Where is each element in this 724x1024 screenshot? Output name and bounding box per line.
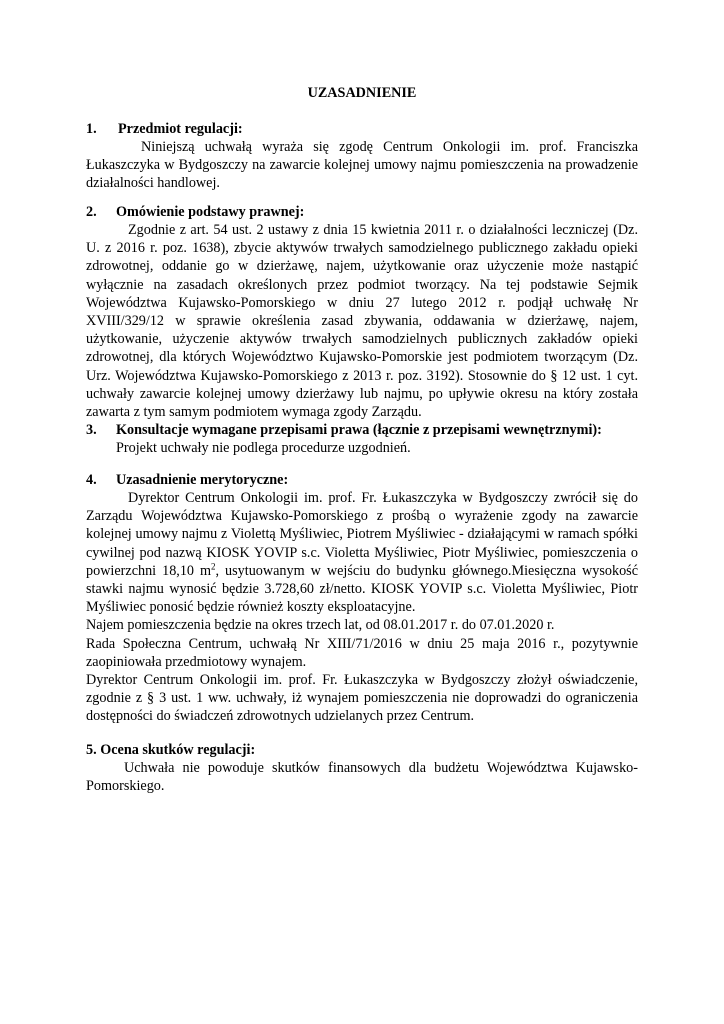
section-subject <box>86 120 638 193</box>
section-paragraph <box>86 489 638 616</box>
section-number: 4. <box>86 472 97 488</box>
section-heading <box>86 203 638 221</box>
section-title: Uzasadnienie merytoryczne: <box>116 472 289 488</box>
paragraph-text: , usytuowanym w wejściu do budynku głównego.Miesięczna wysokość stawki najmu wynosić będzie 3.728,60 zł/netto. KIOSK YOVIP s.c. Violetta Myśliwiec, Piotr Myśliwiec ponosić będzie również koszty eksploatacyjne. <box>86 562 638 616</box>
section-title: Omówienie podstawy prawnej: <box>116 204 305 220</box>
section-heading <box>86 120 638 138</box>
section-paragraph: Zgodnie z art. 54 ust. 2 ustawy z dnia 15 kwietnia 2011 r. o działalności leczniczej (Dz. U. z 2016 r. poz. 1638), zbycie aktywów trwałych samodzielnego publicznego zakładu opieki zdrowotnej, oddanie go w dzierżawę, najem, użytkowanie oraz użyczenie może nastąpić wyłącznie na zasadach określonych przez podmiot tworzący. Na tej podstawie Sejmik Województwa Kujawsko-Pomorskiego w dniu 27 lutego 2012 r. podjął uchwałę Nr XVIII/329/12 w sprawie określenia zasad zbywania, oddawania w dzierżawę, najem, użytkowanie, użyczenie aktywów trwałych samodzielnych publicznych zakładów opieki zdrowotnej, dla których Województwo Kujawsko-Pomorskie jest podmiotem tworzącym (Dz. Urz. Województwa Kujawsko-Pomorskiego z 2013 r. poz. 3192). Stosownie do § 12 ust. 1 cyt. uchwały zawarcie kolejnej umowy dzierżawy lub najmu, po upływie okresu na który została zawarta z tym samym podmiotem wymaga zgody Zarządu. <box>86 222 638 421</box>
section-paragraph: Niniejszą uchwałą wyraża się zgodę Centrum Onkologii im. prof. Franciszka Łukaszczyka w Bydgoszczy na zawarcie kolejnej umowy najmu pomieszczenia na prowadzenie działalności handlowej. <box>86 139 638 192</box>
section-paragraph: Najem pomieszczenia będzie na okres trzech lat, od 08.01.2017 r. do 07.01.2020 r. <box>86 617 555 634</box>
section-title: Przedmiot regulacji: <box>118 121 243 137</box>
section-paragraph: Projekt uchwały nie podlega procedurze uzgodnień. <box>116 440 411 456</box>
section-consultations <box>86 421 638 457</box>
section-title: Konsultacje wymagane przepisami prawa (łącznie z przepisami wewnętrznymi): <box>116 422 602 438</box>
section-number: 3. <box>86 422 97 438</box>
section-number: 2. <box>86 204 97 220</box>
section-number: 1. <box>86 121 97 137</box>
section-paragraph: Rada Społeczna Centrum, uchwałą Nr XIII/71/2016 w dniu 25 maja 2016 r., pozytywnie zaopiniowała przedmiotowy wynajem. <box>86 635 638 670</box>
section-legal-basis <box>86 203 638 421</box>
section-heading <box>86 421 638 439</box>
section-heading <box>86 471 638 489</box>
superscript: 2 <box>211 561 216 572</box>
section-impact <box>86 741 638 795</box>
paragraph-text: Dyrektor Centrum Onkologii im. prof. Fr. Łukaszczyka w Bydgoszczy zwrócił się do Zarządu Województwa Kujawsko-Pomorskiego z prośbą o wyrażenie zgody na zawarcie kolejnej umowy najmu z Violettą Myśliwiec, Piotrem Myśliwiec - działającymi w ramach spółki cywilnej pod nazwą KIOSK YOVIP s.c. Violetta Myśliwiec, Piotr Myśliwiec, pomieszczenia o powierzchni 18,10 m <box>86 490 638 579</box>
document-title: UZASADNIENIE <box>307 85 417 101</box>
section-heading: 5. Ocena skutków regulacji: <box>86 742 256 758</box>
section-paragraph: Uchwała nie powoduje skutków finansowych dla budżetu Województwa Kujawsko-Pomorskiego. <box>86 760 638 795</box>
section-paragraph: Dyrektor Centrum Onkologii im. prof. Fr. Łukaszczyka w Bydgoszczy złożył oświadczenie, zgodnie z § 3 ust. 1 ww. uchwały, iż wynajem pomieszczenia nie doprowadzi do ograniczenia dostępności do świadczeń zdrowotnych udzielanych przez Centrum. <box>86 672 638 725</box>
section-justification <box>86 471 638 726</box>
